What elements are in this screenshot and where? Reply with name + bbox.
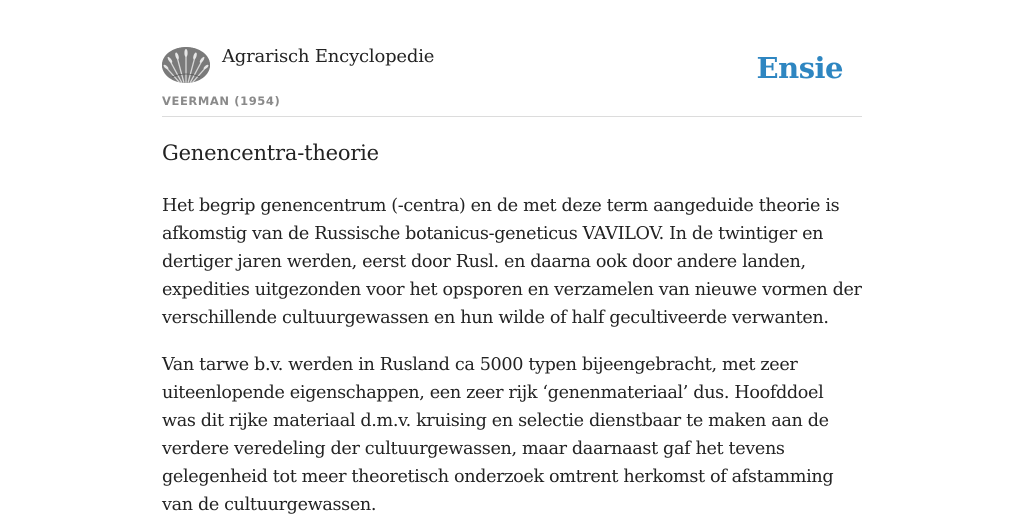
- article-title: Genencentra-theorie: [162, 141, 379, 165]
- wheat-sheaf-icon[interactable]: [162, 47, 210, 83]
- encyclopedia-title-link[interactable]: Agrarisch Encyclopedie: [222, 46, 435, 67]
- header: [162, 0, 862, 117]
- ensie-logo-link[interactable]: Ensie: [756, 51, 843, 85]
- source-label: VEERMAN (1954): [162, 94, 281, 108]
- article-paragraph-2: Van tarwe b.v. werden in Rusland ca 5000 typen bijeengebracht, met zeer uiteenlopende eigenschappen, een zeer rijk ‘genenmateriaal’ dus. Hoofddoel was dit rijke materiaal d.m.v. kruising en selectie dienstbaar te maken aan de verdere veredeling der cultuurgewassen, maar daarnaast gaf het tevens gelegenheid tot meer theoretisch onderzoek omtrent herkomst of afstamming van de cultuurgewassen.: [162, 355, 834, 515]
- page: [162, 0, 862, 515]
- article-paragraph-1: Het begrip genencentrum (-centra) en de met deze term aangeduide theorie is afkomstig van de Russische botanicus-geneticus VAVILOV. In de twintiger en dertiger jaren werden, eerst door Rusl. en daarna ook door andere landen, expedities uitgezonden voor het opsporen en verzamelen van nieuwe vormen der verschillende cultuurgewassen en hun wilde of half gecultiveerde verwanten.: [162, 196, 862, 328]
